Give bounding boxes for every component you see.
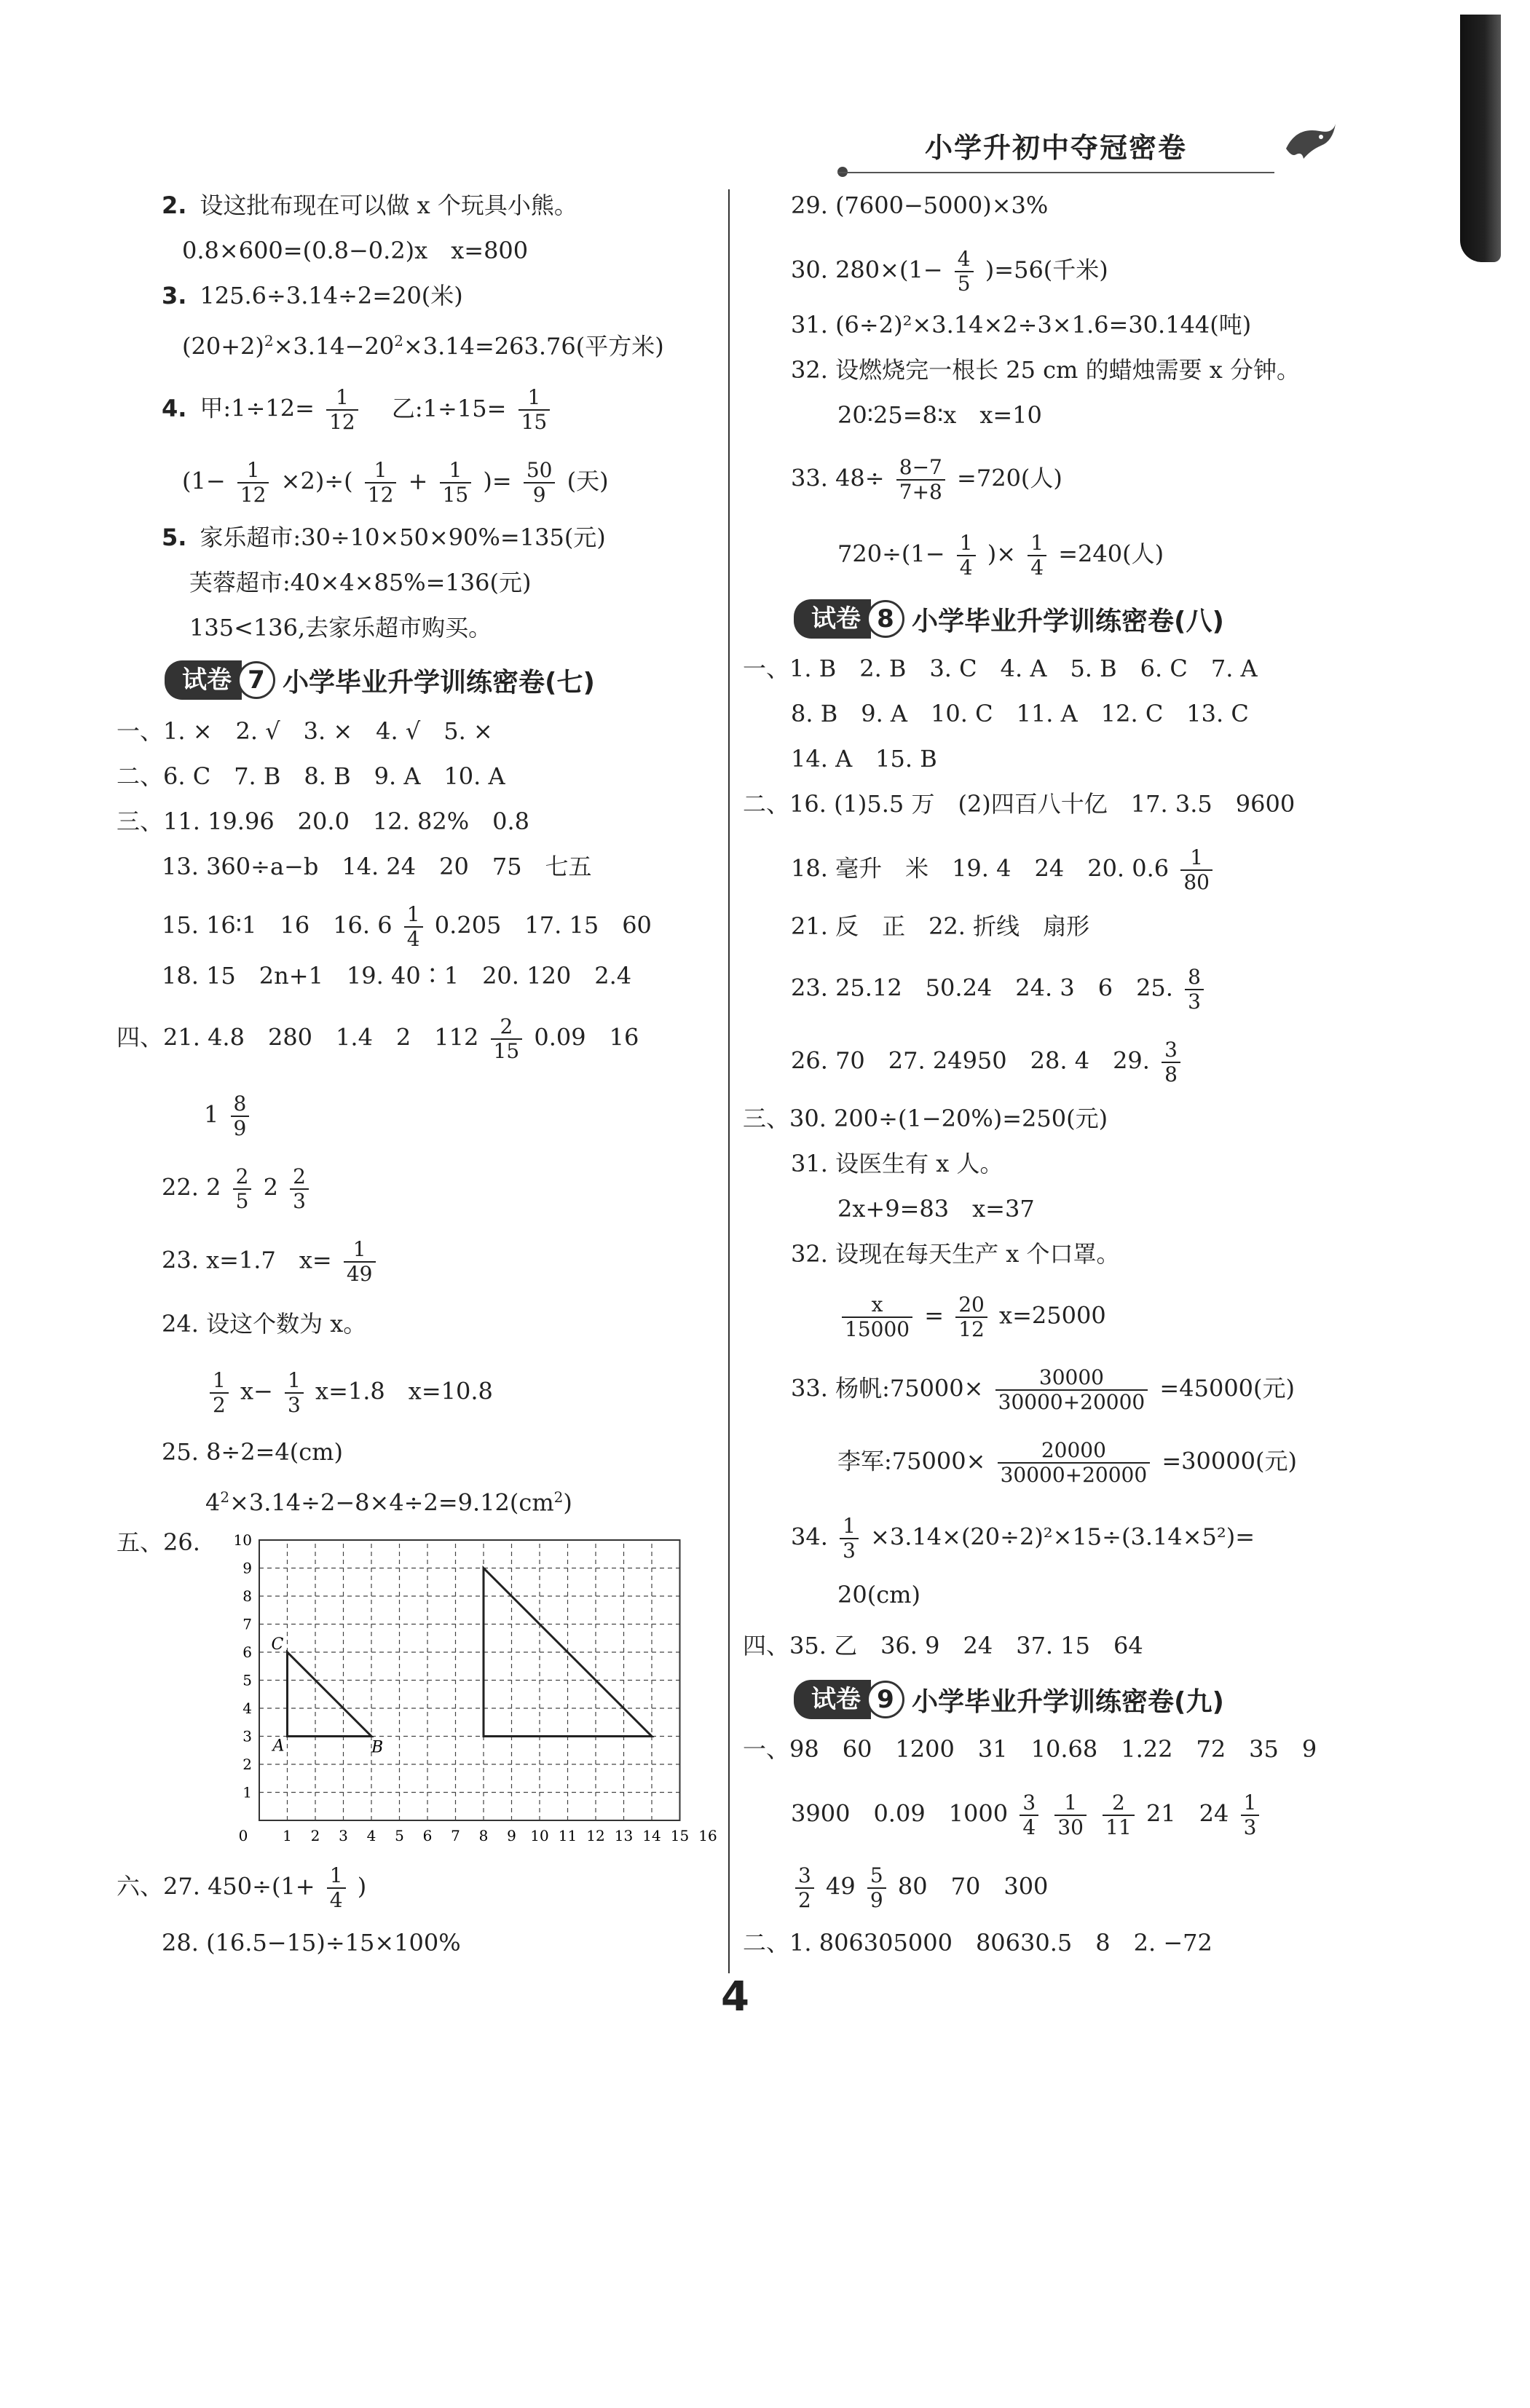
s7-line-8: 1 $\frac{8}{9}$ (204, 1092, 253, 1140)
fraction: $\frac{1}{30}$ (1054, 1791, 1087, 1839)
y-tick-label: 6 (242, 1643, 252, 1661)
s8-line-16: 34. $\frac{1}{3}$ ×3.14×(20÷2)²×15÷(3.14×5²)= (791, 1514, 1255, 1563)
s7-line-3: 三、11. 19.96 20.0 12. 82% 0.8 (117, 808, 530, 835)
q4-line: 4. 甲:1÷12= $\frac{1}{12}$ 乙:1÷15= $\frac{1}{15}$ (162, 386, 554, 434)
q5-line-b: 芙蓉超市:40×4×85%=136(元) (189, 569, 532, 596)
header-rule (837, 172, 1274, 173)
x-tick-label: 11 (558, 1827, 577, 1844)
vertex-label-a: A (272, 1737, 285, 1756)
fraction: $\frac{8}{3}$ (1185, 966, 1204, 1014)
page-edge-shadow (1460, 15, 1501, 262)
x-tick-label: 3 (339, 1827, 348, 1844)
s8-line-10: 31. 设医生有 x 人。 (791, 1150, 1003, 1177)
s7-line-6: 18. 15 2n+1 19. 40∶1 20. 120 2.4 (162, 962, 632, 990)
fraction: $\frac{2}{5}$ (233, 1165, 252, 1213)
fraction: $\frac{1}{12}$ (237, 459, 269, 507)
s8-line-2: 8. B 9. A 10. C 11. A 12. C 13. C (791, 700, 1249, 727)
x-tick-label: 9 (507, 1827, 516, 1844)
s9-line-2: 3900 0.09 1000 $\frac{3}{4}$ $\frac{1}{30}$ $\frac{2}{11}$ 21 24 $\frac{1}{3}$ (791, 1791, 1263, 1839)
y-tick-label: 2 (242, 1756, 252, 1773)
y-tick-label: 7 (242, 1615, 252, 1633)
x-tick-label: 5 (395, 1827, 404, 1844)
x-tick-label: 16 (698, 1827, 717, 1844)
s7-line-16: 六、27. 450÷(1+ $\frac{1}{4}$ ) (117, 1863, 367, 1912)
fraction: $\frac{1}{2}$ (210, 1369, 229, 1417)
x-tick-label: 8 (478, 1827, 489, 1844)
y-tick-label: 8 (242, 1587, 252, 1605)
fraction: $\frac{1}{4}$ (957, 532, 976, 580)
fraction: $\frac{1}{12}$ (365, 459, 397, 507)
s7-line-14: $4^2\times 3.14\div 2-8\times 4\div 2=9.12(cm^2)$ (205, 1488, 572, 1517)
x-tick-label: 0 (238, 1827, 248, 1844)
y-tick-label: 5 (242, 1671, 252, 1689)
section-header-7: 试卷 7 小学毕业升学训练密卷(七) (165, 660, 595, 700)
s7-line-7: 四、21. 4.8 280 1.4 2 112 $\frac{2}{15}$ 0.09 16 (117, 1014, 639, 1063)
s8-line-8: 26. 70 27. 24950 28. 4 29. $\frac{3}{8}$ (791, 1038, 1185, 1086)
x-tick-label: 4 (366, 1827, 376, 1844)
s8-line-17: 20(cm) (837, 1581, 920, 1608)
y-tick-label: 3 (242, 1727, 252, 1745)
s8-line-12: 32. 设现在每天生产 x 个口罩。 (791, 1240, 1120, 1268)
s8-line-1: 一、1. B 2. B 3. C 4. A 5. B 6. C 7. A (743, 655, 1258, 682)
q3-line: 3. 125.6÷3.14÷2=20(米) (162, 282, 463, 309)
s7-line-17: 28. (16.5−15)÷15×100% (162, 1929, 461, 1957)
header-title: 小学升初中夺冠密卷 (925, 132, 1188, 164)
q33-line: 33. 48÷ $\frac{8-7}{7+8}$ =720(人) (791, 455, 1062, 504)
q4-equation: (1− $\frac{1}{12}$ ×2)÷( $\frac{1}{12}$ + $\frac{1}{15}$ )= $\frac{50}{9}$ (天) (182, 458, 609, 507)
s8-line-3: 14. A 15. B (791, 745, 937, 773)
fraction: $\frac{1}{12}$ (326, 386, 358, 434)
s7-line-1: 一、1. × 2. √ 3. × 4. √ 5. × (117, 717, 493, 745)
dolphin-mascot-icon (1282, 117, 1340, 175)
fraction: $\frac{8}{9}$ (231, 1092, 250, 1140)
fraction: $\frac{1}{3}$ (840, 1515, 859, 1563)
s7-line-12: $\frac{1}{2}$ x− $\frac{1}{3}$ x=1.8 x=10.8 (205, 1369, 493, 1417)
y-tick-label: 4 (242, 1700, 252, 1717)
s8-line-4: 二、16. (1)5.5 万 (2)四百八十亿 17. 3.5 9600 (743, 790, 1296, 818)
s7-line-4: 13. 360÷a−b 14. 24 20 75 七五 (162, 853, 592, 880)
s7-line-9: 22. 2 $\frac{2}{5}$ 2 $\frac{2}{3}$ (162, 1165, 313, 1213)
x-tick-label: 14 (642, 1827, 661, 1844)
x-tick-label: 1 (283, 1827, 292, 1844)
fraction: $\frac{x}{15000}$ (842, 1293, 912, 1341)
s7-line-2: 二、6. C 7. B 8. B 9. A 10. A (117, 762, 505, 790)
fraction: $\frac{20000}{30000+20000}$ (998, 1439, 1151, 1487)
fraction: $\frac{1}{4}$ (327, 1864, 346, 1912)
fraction: $\frac{5}{9}$ (867, 1864, 886, 1912)
fraction: $\frac{20}{12}$ (955, 1293, 987, 1341)
fraction: $\frac{3}{8}$ (1162, 1038, 1180, 1086)
x-tick-label: 7 (451, 1827, 460, 1844)
fraction: $\frac{30000}{30000+20000}$ (995, 1366, 1148, 1414)
x-tick-label: 13 (614, 1827, 634, 1844)
y-tick-label: 1 (242, 1783, 252, 1801)
y-tick-label: 9 (242, 1559, 252, 1577)
s8-line-9: 三、30. 200÷(1−20%)=250(元) (743, 1105, 1108, 1132)
fraction: $\frac{8-7}{7+8}$ (896, 456, 945, 504)
fraction: $\frac{1}{15}$ (518, 386, 551, 434)
fraction: $\frac{1}{4}$ (404, 903, 423, 951)
x-tick-label: 6 (422, 1827, 433, 1844)
q29-line: 29. (7600−5000)×3% (791, 192, 1049, 219)
q2-equation: 0.8×600=(0.8−0.2)x x=800 (182, 237, 529, 264)
fraction: $\frac{1}{3}$ (1241, 1791, 1260, 1839)
s9-line-3: $\frac{3}{2}$ 49 $\frac{5}{9}$ 80 70 300 (791, 1864, 1048, 1912)
s7-line-5: 15. 16∶1 16 16. 6 $\frac{1}{4}$ 0.205 17. 15 60 (162, 902, 652, 951)
s9-line-4: 二、1. 806305000 80630.5 8 2. −72 (743, 1929, 1212, 1957)
s8-line-7: 23. 25.12 50.24 24. 3 6 25. $\frac{8}{3}$ (791, 966, 1208, 1014)
page-number: 4 (721, 1973, 749, 2021)
q33-equation: 720÷(1− $\frac{1}{4}$ )× $\frac{1}{4}$ =240(人) (837, 531, 1164, 580)
column-divider (728, 189, 730, 1973)
x-tick-label: 12 (586, 1827, 605, 1844)
fraction: $\frac{2}{11}$ (1103, 1791, 1135, 1839)
coordinate-grid (230, 1529, 717, 1850)
y-tick-label: 10 (233, 1531, 252, 1549)
fraction: $\frac{1}{49}$ (344, 1238, 376, 1286)
s8-line-11: 2x+9=83 x=37 (837, 1195, 1035, 1223)
fraction: $\frac{3}{4}$ (1020, 1791, 1038, 1839)
fraction: $\frac{1}{4}$ (1028, 532, 1046, 580)
s8-line-6: 21. 反 正 22. 折线 扇形 (791, 912, 1090, 940)
x-tick-label: 15 (670, 1827, 690, 1844)
fraction: $\frac{50}{9}$ (524, 459, 556, 507)
q5-line-c: 135<136,去家乐超市购买。 (189, 614, 492, 642)
s7-line-11: 24. 设这个数为 x。 (162, 1310, 367, 1338)
section-header-8: 试卷 8 小学毕业升学训练密卷(八) (794, 599, 1224, 639)
s9-line-1: 一、98 60 1200 31 10.68 1.22 72 35 9 (743, 1735, 1317, 1763)
q3-equation: $(20+2)^2\times 3.14-20^2\times 3.14=263.76$(平方米) (182, 332, 664, 360)
fraction: $\frac{1}{3}$ (285, 1369, 304, 1417)
small-triangle (288, 1652, 372, 1737)
fraction: $\frac{1}{80}$ (1180, 846, 1212, 894)
section-header-9: 试卷 9 小学毕业升学训练密卷(九) (794, 1679, 1224, 1720)
fraction: $\frac{4}{5}$ (955, 248, 974, 296)
s7-line-10: 23. x=1.7 x= $\frac{1}{49}$ (162, 1238, 380, 1286)
s8-line-14: 33. 杨帆:75000× $\frac{30000}{30000+20000}$ =45000(元) (791, 1365, 1296, 1414)
s8-line-15: 李军:75000× $\frac{20000}{30000+20000}$ =30000(元) (837, 1438, 1297, 1487)
s8-line-18: 四、35. 乙 36. 9 24 37. 15 64 (743, 1632, 1143, 1659)
fraction: $\frac{2}{15}$ (491, 1015, 523, 1063)
s7-line-15: 五、26. (117, 1528, 200, 1556)
s7-line-13: 25. 8÷2=4(cm) (162, 1438, 343, 1466)
s8-line-13: $\frac{x}{15000}$ = $\frac{20}{12}$ x=25000 (837, 1293, 1106, 1341)
fraction: $\frac{1}{15}$ (440, 459, 472, 507)
q5-line: 5. 家乐超市:30÷10×50×90%=135(元) (162, 524, 606, 551)
s8-line-5: 18. 毫升 米 19. 4 24 20. 0.6 $\frac{1}{80}$ (791, 846, 1217, 894)
q31-line: 31. (6÷2)²×3.14×2÷3×1.6=30.144(吨) (791, 311, 1252, 339)
x-tick-label: 2 (310, 1827, 320, 1844)
q30-line: 30. 280×(1− $\frac{4}{5}$ )=56(千米) (791, 247, 1108, 296)
fraction: $\frac{3}{2}$ (795, 1864, 814, 1912)
vertex-label-b: B (371, 1738, 384, 1757)
vertex-label-c: C (271, 1635, 284, 1654)
q32-line: 32. 设燃烧完一根长 25 cm 的蜡烛需要 x 分钟。 (791, 356, 1300, 384)
fraction: $\frac{2}{3}$ (290, 1165, 309, 1213)
q2-line: 2. 设这批布现在可以做 x 个玩具小熊。 (162, 192, 577, 219)
q32-equation: 20∶25=8∶x x=10 (837, 401, 1042, 429)
x-tick-label: 10 (530, 1827, 549, 1844)
